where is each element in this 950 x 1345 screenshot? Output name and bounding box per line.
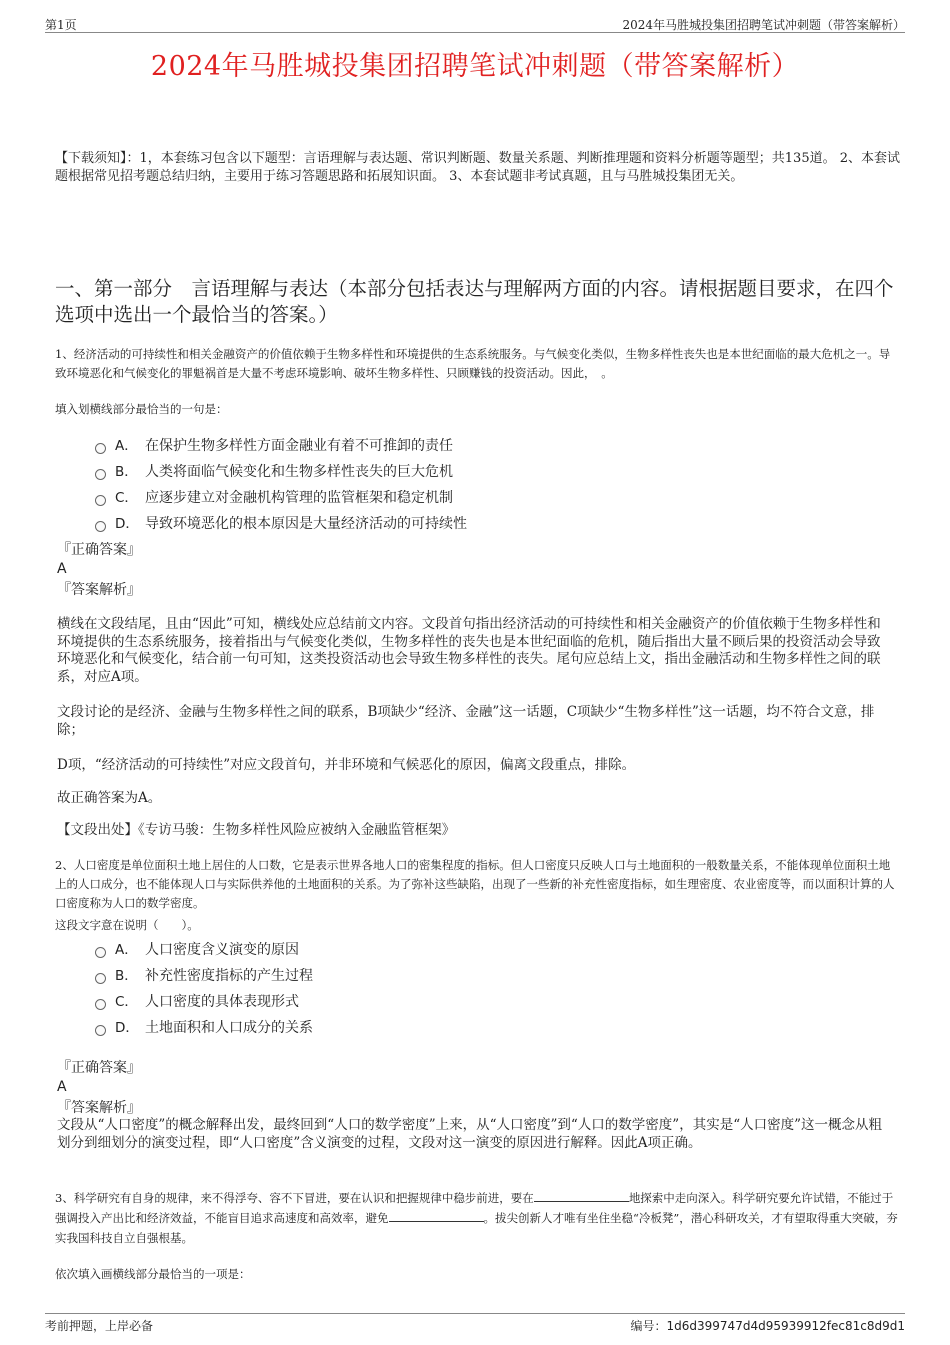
radio-icon[interactable] <box>95 947 106 958</box>
radio-icon[interactable] <box>95 1025 106 1036</box>
q2-answer-label: 『正确答案』 <box>57 1060 141 1076</box>
q1-option-d[interactable]: D． 导致环境恶化的根本原因是大量经济活动的可持续性 <box>95 511 875 537</box>
section-title: 一、第一部分 言语理解与表达（本部分包括表达与理解两方面的内容。请根据题目要求，在四个选项中选出一个最恰当的答案。） <box>55 277 894 326</box>
q1-source: 【文段出处】《专访马骏：生物多样性风险应被纳入金融监管框架》 <box>57 822 456 838</box>
fill-blank-2[interactable] <box>389 1211 484 1222</box>
q2-analysis: 文段从“人口密度”的概念解释出发，最终回到“人口的数学密度”上来，从“人口密度”到“人口的数学密度”，其实是“人口密度”这一概念从粗划分到细划分的演变过程，即“人口密度”含义演变的过程，文段对这一演变的原因进行解释。因此A项正确。 <box>57 1117 883 1151</box>
q1-option-b[interactable]: B． 人类将面临气候变化和生物多样性丧失的巨大危机 <box>95 459 875 485</box>
radio-icon[interactable] <box>95 521 106 532</box>
q2-option-b[interactable]: B． 补充性密度指标的产生过程 <box>95 963 875 989</box>
q1-answer-label: 『正确答案』 <box>57 542 141 558</box>
download-notice: 【下载须知】：1，本套练习包含以下题型：言语理解与表达题、常识判断题、数量关系题、判断推理题和资料分析题等题型；共135道。 2、本套试题根据常见招考题总结归纳，主要用于练习答题思路和拓展知识面。 3、本套试题非考试真题，且与马胜城投集团无关。 <box>55 151 900 184</box>
q2-prompt: 这段文字意在说明（ ）。 <box>55 918 199 932</box>
q1-analysis-p3: D项，“经济活动的可持续性”对应文段首句，并非环境和气候恶化的原因，偏离文段重点，排除。 <box>57 757 636 773</box>
page-number: 第1页 <box>45 18 77 32</box>
q1-analysis-p1: 横线在文段结尾，且由“因此”可知，横线处应总结前文内容。文段首句指出经济活动的可持续性和相关金融资产的价值依赖于生物多样性和环境提供的生态系统服务，接着指出与气候变化类似，生物多样性的丧失也是本世纪面临的危机，随后指出大量不顾后果的投资活动会导致环境恶化和气候变化，结合前一句可知，这类投资活动也会导致生物多样性的丧失。尾句应总结上文，指出金融活动和生物多样性之间的联系，对应A项。 <box>57 616 881 685</box>
q2-answer: A <box>57 1079 67 1095</box>
footer-code: 编号：1d6d399747d4d95939912fec81c8d9d1 <box>630 1319 905 1333</box>
radio-icon[interactable] <box>95 469 106 480</box>
q1-options <box>95 433 875 537</box>
q1-analysis-p2: 文段讨论的是经济、金融与生物多样性之间的联系，B项缺少“经济、金融”这一话题，C项缺少“生物多样性”这一话题，均不符合文意，排除； <box>57 704 875 738</box>
page-footer <box>45 1313 905 1336</box>
radio-icon[interactable] <box>95 973 106 984</box>
q1-option-c[interactable]: C． 应逐步建立对金融机构管理的监管框架和稳定机制 <box>95 485 875 511</box>
header-doc-title: 2024年马胜城投集团招聘笔试冲刺题（带答案解析） <box>622 18 905 32</box>
q2-options <box>95 937 875 1041</box>
q1-option-a[interactable]: A． 在保护生物多样性方面金融业有着不可推卸的责任 <box>95 433 875 459</box>
q2-stem: 2、人口密度是单位面积土地上居住的人口数，它是表示世界各地人口的密集程度的指标。但人口密度只反映人口与土地面积的一般数量关系，不能体现单位面积土地上的人口成分，也不能体现人口与实际供养他的土地面积的关系。为了弥补这些缺陷，出现了一些新的补充性密度指标，如生理密度、农业密度等，而以面积计算的人口密度称为人口的数学密度。 <box>55 858 895 910</box>
page-header <box>45 14 905 33</box>
footer-slogan: 考前押题，上岸必备 <box>45 1319 154 1333</box>
q1-analysis-label: 『答案解析』 <box>57 582 141 598</box>
q1-prompt: 填入划横线部分最恰当的一句是： <box>55 402 228 416</box>
radio-icon[interactable] <box>95 495 106 506</box>
q1-analysis-p4: 故正确答案为A。 <box>57 790 162 806</box>
q3-prompt: 依次填入画横线部分最恰当的一项是： <box>55 1267 251 1281</box>
q2-option-a[interactable]: A． 人口密度含义演变的原因 <box>95 937 875 963</box>
q3-stem: 3、科学研究有自身的规律，来不得浮夸、容不下冒进，要在认识和把握规律中稳步前进，要在 地探索中走向深入。科学研究要允许试错，不能过于强调投入产出比和经济效益，不能盲目追求高速度和高效率，避免 。拔尖创新人才唯有坐住坐稳“冷板凳”，潜心科研攻关，才有望取得重大突破，夯实我国科技自立自强根基。 <box>55 1191 898 1245</box>
q2-option-d[interactable]: D． 土地面积和人口成分的关系 <box>95 1015 875 1041</box>
q2-option-c[interactable]: C． 人口密度的具体表现形式 <box>95 989 875 1015</box>
radio-icon[interactable] <box>95 443 106 454</box>
fill-blank-1[interactable] <box>534 1191 629 1202</box>
q1-answer: A <box>57 561 67 577</box>
q1-stem: 1、经济活动的可持续性和相关金融资产的价值依赖于生物多样性和环境提供的生态系统服务。与气候变化类似，生物多样性丧失也是本世纪面临的最大危机之一。导致环境恶化和气候变化的罪魁祸首是大量不考虑环境影响、破坏生物多样性、只顾赚钱的投资活动。因此， 。 <box>55 347 891 380</box>
radio-icon[interactable] <box>95 999 106 1010</box>
document-title: 2024年马胜城投集团招聘笔试冲刺题（带答案解析） <box>150 51 800 82</box>
q2-analysis-label: 『答案解析』 <box>57 1100 141 1116</box>
